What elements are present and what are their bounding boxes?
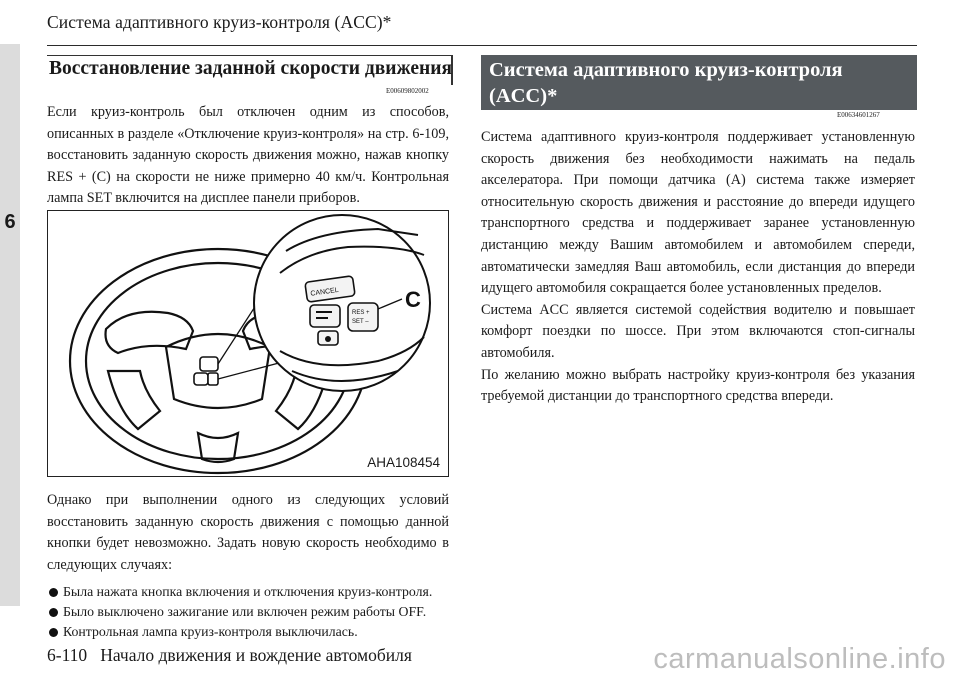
list-item-text: Была нажата кнопка включения и отключения круиз-контроля. <box>63 584 433 599</box>
cancel-button-label: CANCEL <box>310 286 340 298</box>
bullet-icon <box>49 628 58 637</box>
list-item-text: Было выключено зажигание или включен режим работы OFF. <box>63 604 427 620</box>
figure-id: AHA108454 <box>367 455 440 470</box>
conditions-paragraph: Однако при выполнении одного из следующих условий восстановить заданную скорость движения с помощью данной кнопки будет невозможно. Задать новую скорость необходимо в следующих случаях: <box>47 492 449 573</box>
list-item <box>49 602 459 622</box>
section-heading-line1: Система адаптивного круиз-контроля <box>489 59 843 81</box>
header-rule <box>47 45 917 46</box>
bullet-icon <box>49 588 58 597</box>
bullet-icon <box>49 608 58 617</box>
section-heading-text: Восстановление заданной скорости движения <box>49 58 453 79</box>
chapter-title: Начало движения и вождение автомобиля <box>100 645 412 665</box>
set-button-label: SET – <box>352 319 369 325</box>
lower-left-spoke <box>108 371 160 429</box>
list-item-text: Контрольная лампа круиз-контроля выключилась. <box>63 624 358 640</box>
steering-wheel-illustration <box>48 211 449 477</box>
conditions-list <box>49 582 459 643</box>
watermark: carmanualsonline.info <box>653 643 946 675</box>
section-heading-resume-speed <box>47 55 453 85</box>
page-footer <box>47 645 412 666</box>
list-item <box>49 622 459 642</box>
section-heading-acc <box>481 55 917 110</box>
acc-paragraph-1: Система адаптивного круиз-контроля поддерживает установленную скорость движения без необходимости нажимать на педаль акселератора. При помощи датчика (A) система также измеряет относительную скорость движения и расстояние до впереди идущего транспортного средства и поддерживает заранее установленную дистанцию между Вашим автомобилем и автомобилем спереди, автоматически замедляя Ваш автомобиль, если дистанция до впереди идущего автомобиля сокращается более установленных пределов. <box>481 129 915 297</box>
res-button-label: RES + <box>352 310 370 316</box>
section-heading-line2: (ACC)* <box>489 85 558 107</box>
steering-wheel-figure <box>47 210 449 477</box>
running-title: Система адаптивного круиз-контроля (ACC)* <box>47 12 392 32</box>
acc-paragraph-2: Система ACC является системой содействия водителю и повышает комфорт поездки по шоссе. При этом включаются стоп-сигналы автомобиля. <box>481 301 915 361</box>
list-item <box>49 582 459 602</box>
callout-letter-c: C <box>405 287 421 312</box>
chapter-side-tab <box>0 44 20 606</box>
section-code: E00634601267 <box>837 111 880 119</box>
page-number: 6-110 <box>47 645 88 665</box>
left-spoke <box>106 312 194 353</box>
acc-paragraph-3: По желанию можно выбрать настройку круиз-контроля без указания требуемой дистанции до транспортного средства впереди. <box>481 366 915 405</box>
resume-speed-paragraph: Если круиз-контроль был отключен одним из способов, описанных в разделе «Отключение круиз-контроля» на стр. 6-109, восстановить заданную скорость движения можно, нажав кнопку RES + (C) на скорости не ниже примерно 40 км/ч. Контрольная лампа SET включится на дисплее панели приборов. <box>47 104 449 207</box>
section-code: E00609802002 <box>386 87 429 95</box>
acc-description <box>481 127 915 408</box>
wheel-hub <box>166 334 270 408</box>
chapter-number: 6 <box>4 211 16 233</box>
